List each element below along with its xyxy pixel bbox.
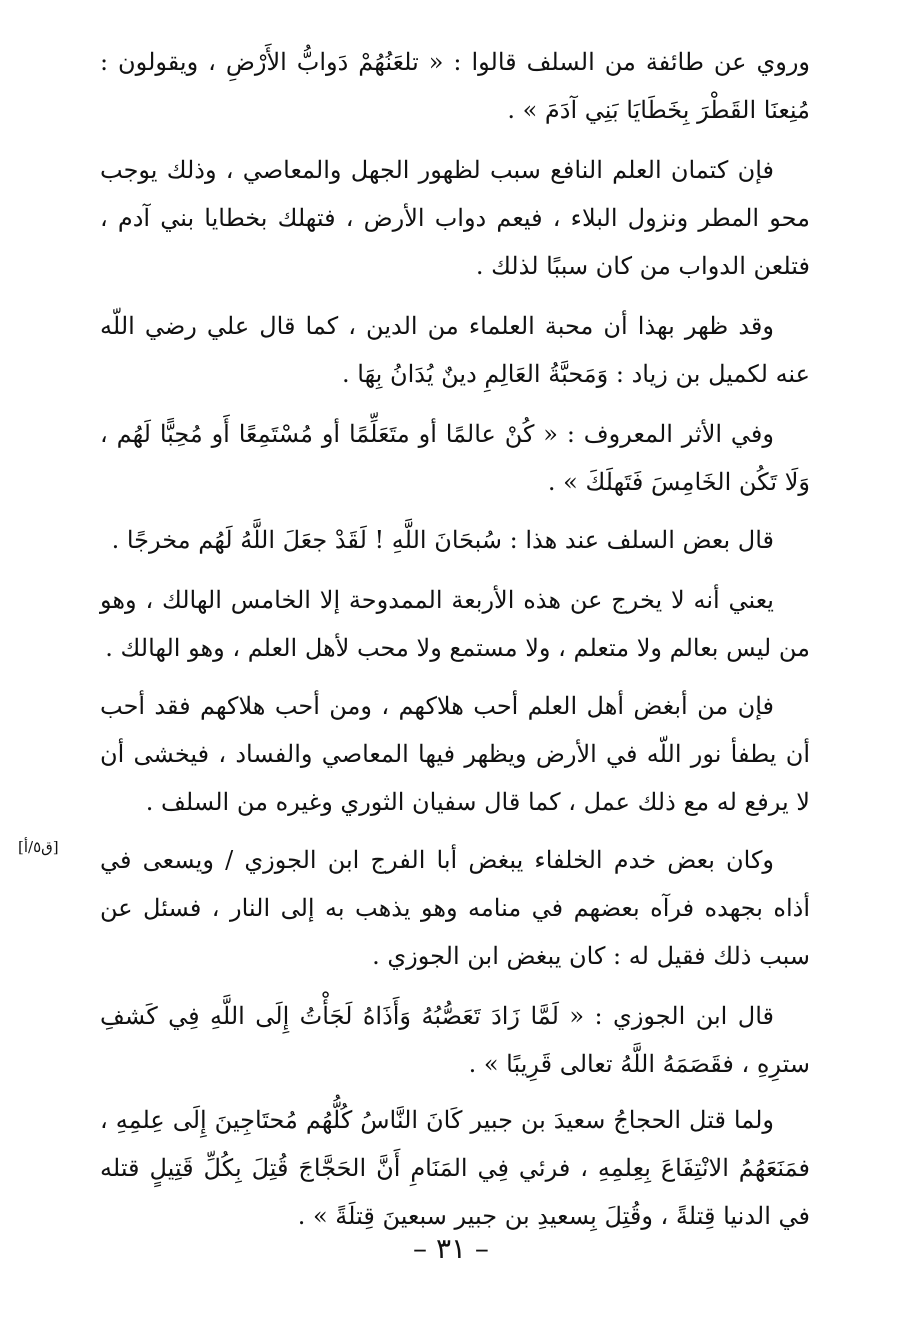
paragraph-3: وقد ظهر بهذا أن محبة العلماء من الدين ، كما قال علي رضي اللّه عنه لكميل بن زياد : وَمَحبَّةُ العَالِمِ دينٌ يُدَانُ بِهَا . [100,312,810,388]
paragraph-9: قال ابن الجوزي : « لَمَّا زَادَ تَعَصُّبُهُ وَأَذَاهُ لَجَأْتُ إِلَى اللَّهِ فِي كَشفِ سترِهِ ، فقَصَمَهُ اللَّهُ تعالى قَرِيبًا » . [100,1002,810,1078]
paragraph-6: يعني أنه لا يخرج عن هذه الأربعة الممدوحة إلا الخامس الهالك ، وهو من ليس بعالم ولا متعلم ، ولا مستمع ولا محب لأهل العلم ، وهو الهالك . [100,586,810,662]
paragraph-1: وروي عن طائفة من السلف قالوا : « تلعَنُهُمْ دَوابُّ الأَرْضِ ، ويقولون : مُنِعنَا القَطْرَ بِخَطَايَا بَنِي آدَمَ » . [100,48,810,124]
paragraph-10: ولما قتل الحجاجُ سعيدَ بن جبير كَانَ النَّاسُ كُلُّهُم مُحتَاجِينَ إِلَى عِلمِهِ ، فمَنَعَهُمُ الانْتِفَاعَ بِعِلمِهِ ، فرئي فِي المَنَامِ أَنَّ الحَجَّاجَ قُتِلَ بِكُلِّ قَتِيلٍ قتله في الدنيا قِتلةً ، وقُتِلَ بِسعيدِ بن جبير سبعينَ قِتلَةً » . [100,1106,810,1230]
page-number: – ٣١ – [413,1232,489,1265]
paragraph-2: فإن كتمان العلم النافع سبب لظهور الجهل والمعاصي ، وذلك يوجب محو المطر ونزول البلاء ، فيعم دواب الأرض ، فتهلك بخطايا بني آدم ، فتلعن الدواب من كان سببًا لذلك . [100,156,810,280]
paragraph-8: وكان بعض خدم الخلفاء يبغض أبا الفرج ابن الجوزي / ويسعى في أذاه بجهده فرآه بعضهم في منامه وهو يذهب به إلى النار ، فسئل عن سبب ذلك فقيل له : كان يبغض ابن الجوزي . [100,846,810,970]
paragraph-5: قال بعض السلف عند هذا : سُبحَانَ اللَّهِ ! لَقَدْ جعَلَ اللَّهُ لَهُم مخرجًا . [111,526,774,554]
paragraph-7: فإن من أبغض أهل العلم أحب هلاكهم ، ومن أحب هلاكهم فقد أحب أن يطفأ نور اللّه في الأرض ويظهر فيها المعاصي والفساد ، فيخشى أن لا يرفع له مع ذلك عمل ، كما قال سفيان الثوري وغيره من السلف . [100,692,810,816]
manuscript-folio-note: [ق٥/أ] [18,838,59,856]
paragraph-4: وفي الأثر المعروف : « كُنْ عالمًا أو متَعَلِّمًا أو مُسْتَمِعًا أَو مُحِبًّا لَهُم ، وَلَا تَكُن الخَامِسَ فَتَهلَكَ » . [100,420,810,496]
